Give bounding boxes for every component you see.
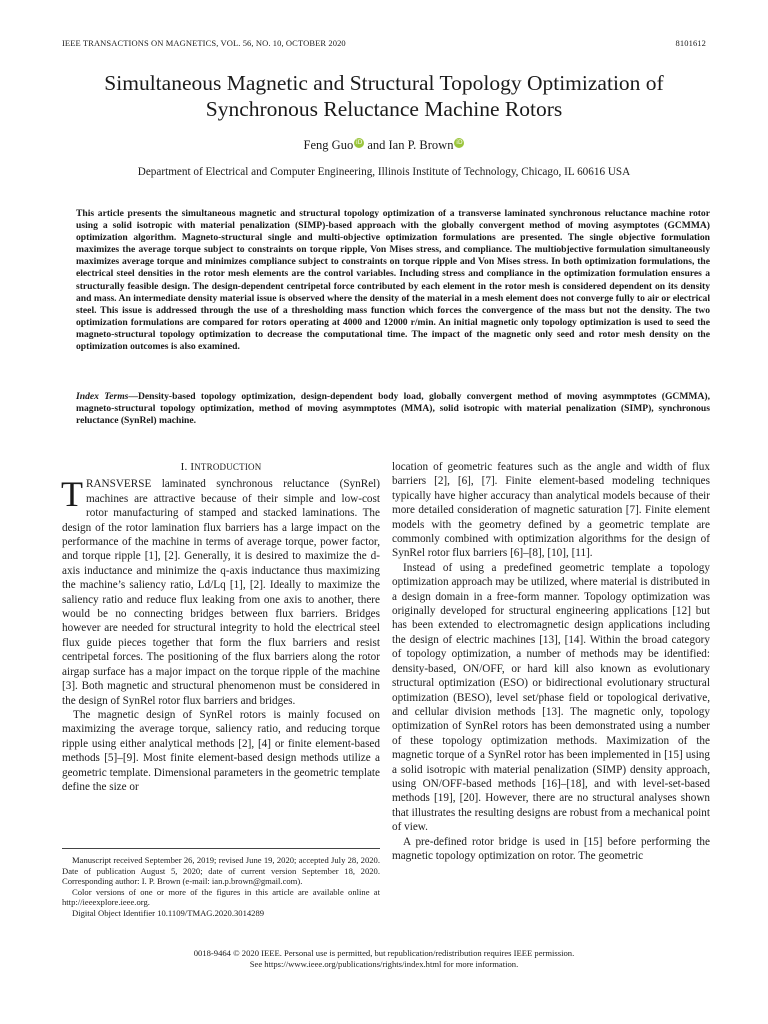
intro-paragraph-1: TRANSVERSE laminated synchronous reluctance (SynRel) machines are attractive because of their simple and low-cost rotor manufacturing of stamped and stacked laminations. The design of the rotor lamination flux barriers has a large impact on the performance of the machine in terms of average torque, power factor, and torque ripple [1], [2]. Generally, it is desired to maximize the d-axis inductance and minimize the q-axis inductance thus maximizing the machine’s saliency ratio, Ld/Lq [1], [2]. Ideally to maximize the saliency ratio and reduce flux leaking from one axis to another, there would be no connecting bridges between flux barriers. Bridges however are needed for structural integrity to hold the electrical steel flux guide pieces together that form the flux barriers and resist centripetal forces. The positioning of the flux barriers along the rotor airgap surface has a major impact on the torque ripple of the machine [3]. Both magnetic and structural phenomenon must be considered in the design of SynRel rotor flux barriers and bridges. — [61, 474, 380, 707]
paper-title — [40, 70, 728, 122]
abstract: This article presents the simultaneous magnetic and structural topology optimization of a transverse laminated synchronous reluctance machine rotor using a solid isotropic with material penalization (SIMP)-based approach with the globally convergent method of moving asymptotes (GCMMA) optimization algorithm. Magneto-structural single and multi-objective optimization formulations are presented. The single objective formulation maximizes the average torque subject to constraints on torque ripple, Von Mises stress, and compliance. The multiobjective formulation simultaneously maximizes average torque and minimizes compliance subject to constraints on torque ripple and Von Mises stress. In both optimization formulations, the electrical steel densities in the rotor mesh elements are the control variables. Including stress and compliance in the optimization formulation ensures a structurally feasible design. The design-dependent centripetal force contributed by each element in the rotor mesh is considered dependent on its density and mass. An intermediate density material issue is observed where the density of the material in a mesh element does not converge fully to air or electrical steel. This issue is addressed through the use of a thresholding mass function which forces the convergence of the mass but not the density. The two optimization formulations are compared for rotors operating at 4000 and 12000 r/min. An initial magnetic only topology optimization is used to seed the magneto-structural topology optimization to decrease the computational time. The impact of the magnetic only seed and rotor mesh density on the optimization outcomes is also examined. — [76, 208, 710, 353]
article-number: 8101612 — [675, 38, 706, 48]
footnote-manuscript: Manuscript received September 26, 2019; revised June 19, 2020; accepted July 28, 2020. Date of publication August 5, 2020; date of current version September 18, 2020. Corresponding author: I. P. Brown (e-mail: ian.p.brown@gmail.com). — [62, 855, 380, 887]
intro-paragraph-2: The magnetic design of SynRel rotors is mainly focused on maximizing the average torque, saliency ratio, and reducing torque ripple using either analytical methods [2], [4] or finite element-based methods [5]–[9]. Most finite element-based design methods utilize a geometric template. Dimensional parameters in the geometric template define the size or — [62, 708, 380, 793]
footnote-divider — [62, 848, 380, 849]
index-terms-label: Index Terms — [76, 391, 129, 402]
section-heading: I. INTRODUCTION — [180, 461, 262, 473]
copyright-line-1: 0018-9464 © 2020 IEEE. Personal use is permitted, but republication/redistribution requires IEEE permission. — [193, 948, 575, 958]
copyright-line-2: See https://www.ieee.org/publications/rights/index.html for more information. — [249, 958, 519, 969]
index-terms-dash: — — [128, 391, 138, 402]
author-1: Feng Guo — [303, 138, 354, 152]
author-conjunction: and — [364, 138, 389, 152]
running-header — [62, 38, 706, 52]
footnotes — [62, 855, 380, 919]
drop-cap: T — [61, 474, 83, 515]
copyright-footer — [0, 948, 768, 970]
right-column — [392, 460, 710, 863]
footnote-doi: Digital Object Identifier 10.1109/TMAG.2020.3014289 — [72, 907, 265, 918]
authors — [0, 138, 768, 153]
orcid-icon[interactable]: iD — [356, 139, 363, 146]
index-terms — [76, 391, 710, 427]
index-terms-text: Density-based topology optimization, design-dependent body load, globally convergent method of moving asymmptotes (GCMMA), magneto-structural topology optimization, method of moving asymmptotes (MMA), solid isotropic with material penalization (SIMP), synchronous reluctance (SynRel) machine. — [76, 391, 710, 427]
title-line-2: Synchronous Reluctance Machine Rotors — [205, 97, 563, 121]
right-paragraph-1: location of geometric features such as the angle and width of flux barriers [2], [6], [7]. Finite element-based modeling techniques typically have higher accuracy than analytical models because of their more detailed consideration of magnetic saturation [7]. Finite element models with the geometry defined by a geometric template are commonly combined with optimization algorithms for the design of SynRel rotor flux barriers [6]–[8], [10], [11]. — [392, 461, 710, 560]
right-paragraph-3: A pre-defined rotor bridge is used in [15] before performing the magnetic topology optimization on rotor. The geometric — [392, 835, 710, 862]
orcid-icon[interactable]: iD — [456, 139, 463, 146]
author-2: Ian P. Brown — [388, 138, 454, 152]
journal-header: IEEE TRANSACTIONS ON MAGNETICS, VOL. 56, NO. 10, OCTOBER 2020 — [62, 38, 346, 48]
right-paragraph-2: Instead of using a predefined geometric template a topology optimization approach may be utilized, where material is distributed in a design domain in a free-form manner. Topology optimization was originally developed for structural engineering applications [12] but has been extended to electromagnetic design applications including the design of electric machines [13], [14]. Within the broad category of topology optimization, a number of methods may be identified: density-based, ON/OFF, or hard kill also known as evolutionary structural optimization (ESO) or bidirectional evolutionary structural optimization (BESO), level set/phase field or topological derivative, and cellular division methods [13]. The magnetic only, topology optimization of SynRel rotors has been demonstrated using a number of these topology optimization methods. Maximization of the magnetic torque of a SynRel rotor has been implemented in [15] using a solid isotropic with material penalization (SIMP) density approach, using ON/OFF-based methods [16]–[18], and with level-set-based methods [19], [20]. However, there are no structural analyses shown that illustrates the resulting designs are robust from a mechanical point of view. — [392, 561, 710, 834]
affiliation: Department of Electrical and Computer Engineering, Illinois Institute of Technology, Chicago, IL 60616 USA — [137, 166, 631, 178]
footnote-color: Color versions of one or more of the figures in this article are available online at http://ieeexplore.ieee.org. — [62, 886, 380, 908]
left-column — [62, 460, 380, 794]
title-line-1: Simultaneous Magnetic and Structural Topology Optimization of — [104, 71, 664, 95]
